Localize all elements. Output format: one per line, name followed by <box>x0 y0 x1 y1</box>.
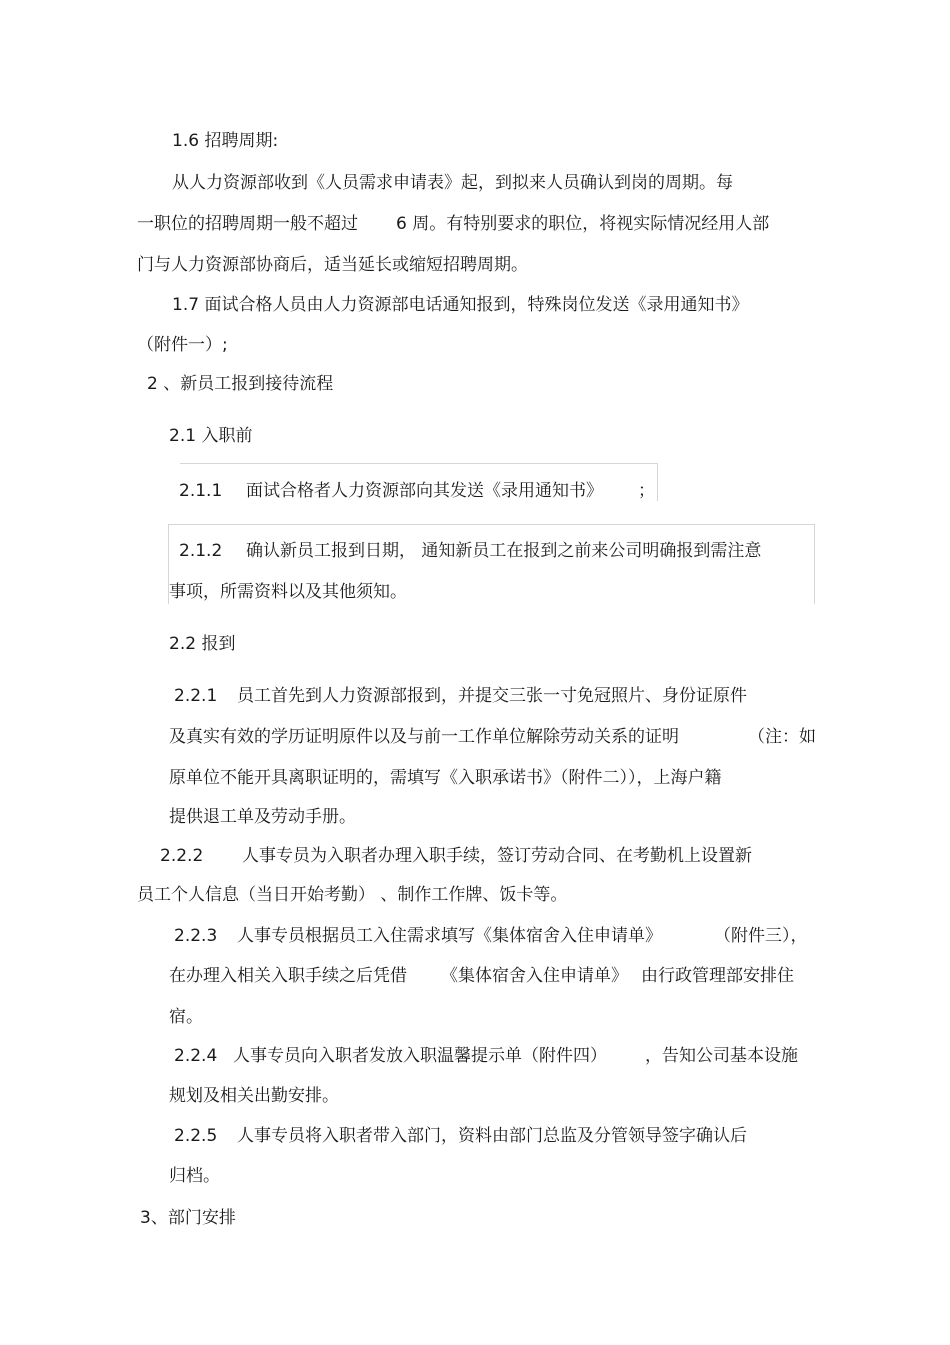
paragraph-line: 一职位的招聘周期一般不超过 <box>137 214 358 234</box>
section-2-2-title: 2.2 报到 <box>169 634 236 654</box>
box-top-border <box>168 524 815 525</box>
section-1-6-title: 1.6 招聘周期: <box>172 131 279 151</box>
box-right-border <box>814 524 815 604</box>
paragraph-line: 规划及相关出勤安排。 <box>169 1086 339 1106</box>
paragraph-line: 从人力资源部收到《人员需求申请表》起，到拟来人员确认到岗的周期。每 <box>172 173 733 193</box>
paragraph-line: 提供退工单及劳动手册。 <box>169 807 356 827</box>
section-2-2-2-text: 人事专员为入职者办理入职手续，签订劳动合同、在考勤机上设置新 <box>242 846 752 866</box>
paragraph-line: 《集体宿舍入住申请单》 <box>441 966 628 986</box>
paragraph-line: 由行政管理部安排住 <box>641 966 794 986</box>
paragraph-line: （附件一）; <box>137 335 228 355</box>
section-2-2-1-text: 员工首先到人力资源部报到，并提交三张一寸免冠照片、身份证原件 <box>237 686 747 706</box>
paragraph-line: 宿。 <box>169 1007 203 1027</box>
paragraph-line: 事项，所需资料以及其他须知。 <box>169 582 407 602</box>
section-2-1-title: 2.1 入职前 <box>169 426 253 446</box>
section-2-1-2-number: 2.1.2 <box>179 541 223 561</box>
paragraph-line: 及真实有效的学历证明原件以及与前一工作单位解除劳动关系的证明 <box>169 727 679 747</box>
section-2-2-4-number: 2.2.4 <box>174 1046 218 1066</box>
paragraph-line: 在办理入相关入职手续之后凭借 <box>169 966 407 986</box>
section-2-1-1-text: 面试合格者人力资源部向其发送《录用通知书》 <box>246 481 603 501</box>
section-3-title: 3、部门安排 <box>140 1208 236 1228</box>
box-right-border <box>657 463 658 501</box>
punctuation: ； <box>638 481 655 501</box>
paragraph-line: 原单位不能开具离职证明的，需填写《入职承诺书》（附件二）），上海户籍 <box>169 768 722 788</box>
section-2-1-1-number: 2.1.1 <box>179 481 223 501</box>
section-2-2-4-text: 人事专员向入职者发放入职温馨提示单（附件四） <box>233 1046 607 1066</box>
section-2-2-5-text: 人事专员将入职者带入部门，资料由部门总监及分管领导签字确认后 <box>237 1126 747 1146</box>
section-2-2-3-text: 人事专员根据员工入住需求填写《集体宿舍入住申请单》 <box>237 926 662 946</box>
box-top-border <box>180 463 658 464</box>
paragraph-line: （注：如 <box>748 727 816 747</box>
section-2-2-3-number: 2.2.3 <box>174 926 218 946</box>
section-2-1-2-text: 确认新员工报到日期， 通知新员工在报到之前来公司明确报到需注意 <box>246 541 762 561</box>
section-2-title: 2 、新员工报到接待流程 <box>147 374 334 394</box>
section-1-7-text: 1.7 面试合格人员由人力资源部电话通知报到，特殊岗位发送《录用通知书》 <box>172 295 749 315</box>
paragraph-line: 6 周。有特别要求的职位，将视实际情况经用人部 <box>396 214 770 234</box>
paragraph-line: 门与人力资源部协商后，适当延长或缩短招聘周期。 <box>137 255 528 275</box>
section-2-2-2-number: 2.2.2 <box>160 846 204 866</box>
paragraph-line: 员工个人信息（当日开始考勤） 、制作工作牌、饭卡等。 <box>137 885 568 905</box>
paragraph-line: （附件三）， <box>714 926 808 946</box>
section-2-2-1-number: 2.2.1 <box>174 686 218 706</box>
section-2-2-5-number: 2.2.5 <box>174 1126 218 1146</box>
paragraph-line: ，告知公司基本设施 <box>645 1046 798 1066</box>
paragraph-line: 归档。 <box>169 1166 220 1186</box>
